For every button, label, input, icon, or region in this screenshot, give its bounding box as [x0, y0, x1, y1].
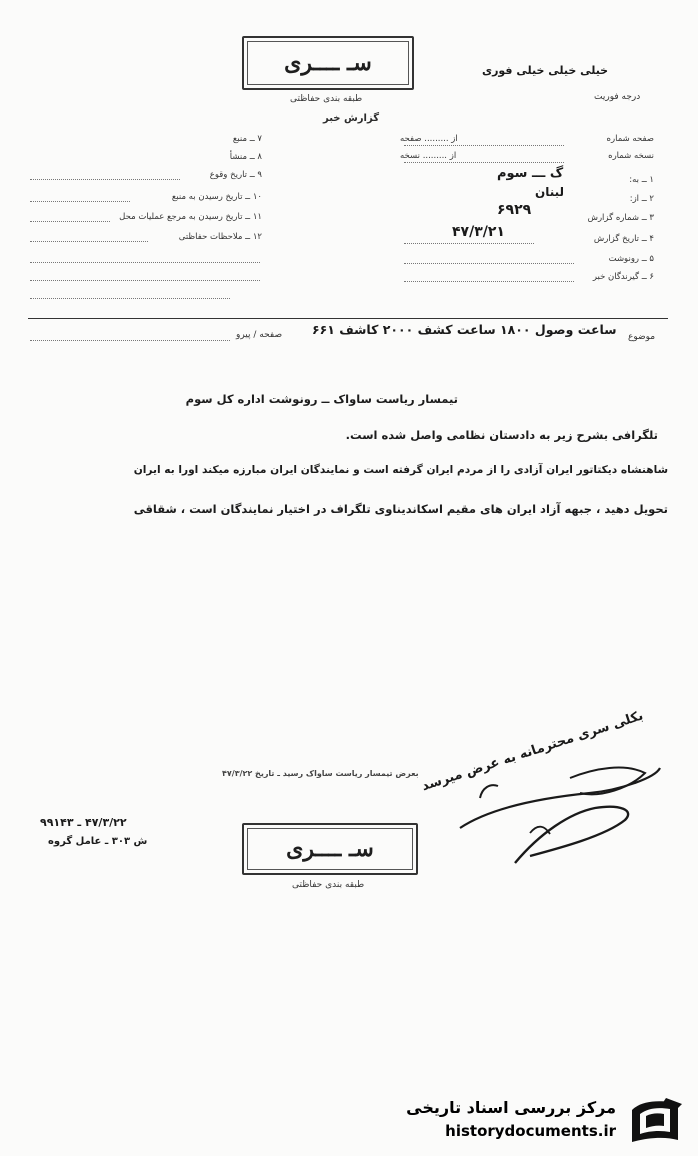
subject-page-label: صفحه / پیرو — [236, 330, 283, 340]
watermark-url: historydocuments.ir — [445, 1122, 616, 1140]
dots-l6 — [30, 280, 260, 281]
field-security-notes: ۱۲ ــ ملاحظات حفاظتی — [178, 232, 262, 242]
body-line-4: تحویل دهید ، جبهه آزاد ایران های مقیم اسکاندیناوی تلگراف در اختیار نمایندگان است ، شقاقی — [133, 502, 668, 516]
watermark — [406, 1092, 690, 1148]
field-from: ۲ ــ از: — [629, 194, 654, 204]
body-line-3: شاهنشاه دیکتاتور ایران آزادی را از مردم ایران گرفته است و نمایندگان ایران مبارزه میکند اورا به ایران — [133, 464, 668, 476]
field-report-number-value: ۶۹۲۹ — [497, 202, 532, 218]
dots-r2 — [404, 162, 564, 163]
handwriting-left-1: ۴۷/۳/۲۲ ـ ۹۹۱۴۳ — [40, 816, 127, 829]
stamp-secret-top — [242, 36, 414, 90]
field-to-value: گ ـــ سوم — [497, 166, 564, 181]
body-line-1: تیمسار ریاست ساواک ــ رونوشت اداره کل سوم — [185, 392, 458, 406]
subject-dots — [30, 340, 230, 341]
subject-text: ساعت وصول ۱۸۰۰ ساعت کشف ۲۰۰۰ کاشف ۶۶۱ — [312, 322, 617, 337]
handwritten-signature — [420, 738, 670, 868]
dots-l1 — [30, 179, 180, 180]
field-occurrence-date: ۹ ــ تاریخ وقوع — [209, 170, 262, 180]
dots-r4 — [404, 263, 574, 264]
field-report-number: ۳ ــ شماره گزارش — [587, 213, 654, 223]
field-copies: ۵ ــ رونوشت — [608, 254, 654, 264]
watermark-name: مرکز بررسی اسناد تاریخی — [406, 1098, 616, 1117]
field-recipients: ۶ ــ گیرندگان خبر — [592, 272, 654, 282]
field-to: ۱ ــ به: — [629, 175, 654, 185]
field-local-date: ۱۱ ــ تاریخ رسیدن به مرجع عملیات محل — [119, 212, 262, 222]
dots-l3 — [30, 221, 110, 222]
field-report-date-value: ۴۷/۳/۲۱ — [452, 224, 505, 240]
body-line-2: تلگرافی بشرح زیر به دادستان نظامی واصل شده است. — [345, 428, 658, 442]
dots-r5 — [404, 281, 574, 282]
dots-r1 — [404, 145, 564, 146]
dots-l5 — [30, 262, 260, 263]
field-from-value: لبنان — [535, 185, 565, 199]
handwriting-left-2: ش ۳۰۳ ـ عامل گروه — [48, 836, 148, 847]
field-source: ۷ ــ منبع — [232, 134, 262, 144]
field-page-number: صفحه شماره — [606, 134, 654, 144]
subject-label: موضوع — [628, 332, 656, 342]
header-divider — [28, 318, 668, 319]
field-copy-number-of: از ......... نسخه — [400, 151, 457, 161]
field-copy-number: نسخه شماره — [608, 151, 654, 161]
dots-l7 — [30, 298, 230, 299]
dots-r3 — [404, 243, 534, 244]
urgency-value: خیلی خیلی خیلی فوری — [482, 64, 609, 77]
dots-l4 — [30, 241, 148, 242]
field-page-number-of: از ......... صفحه — [400, 134, 458, 144]
classification-caption-top: طبقه بندی حفاظتی — [290, 94, 363, 104]
stamp-secret-bottom-text: سـ ــــرى — [286, 836, 374, 862]
footer-annotation: بعرض تیمسار ریاست ساواک رسید ـ تاریخ ۴۷/۳/۲۲ — [222, 769, 419, 778]
classification-caption-bottom: طبقه بندی حفاظتی — [292, 880, 365, 890]
handwriting-right: بکلی سری محترمانه به عرض میرسد — [420, 708, 646, 795]
field-report-date: ۴ ــ تاریخ گزارش — [593, 234, 654, 244]
dots-l2 — [30, 201, 130, 202]
stamp-secret-top-text: سـ ــــرى — [284, 50, 372, 76]
archive-logo-icon — [626, 1094, 684, 1148]
urgency-caption: درجه فوریت — [594, 92, 641, 102]
stamp-secret-bottom — [242, 823, 418, 875]
field-source-date: ۱۰ ــ تاریخ رسیدن به منبع — [171, 192, 262, 202]
field-origin: ۸ ــ منشأ — [229, 152, 262, 162]
report-title: گزارش خبر — [323, 113, 380, 124]
